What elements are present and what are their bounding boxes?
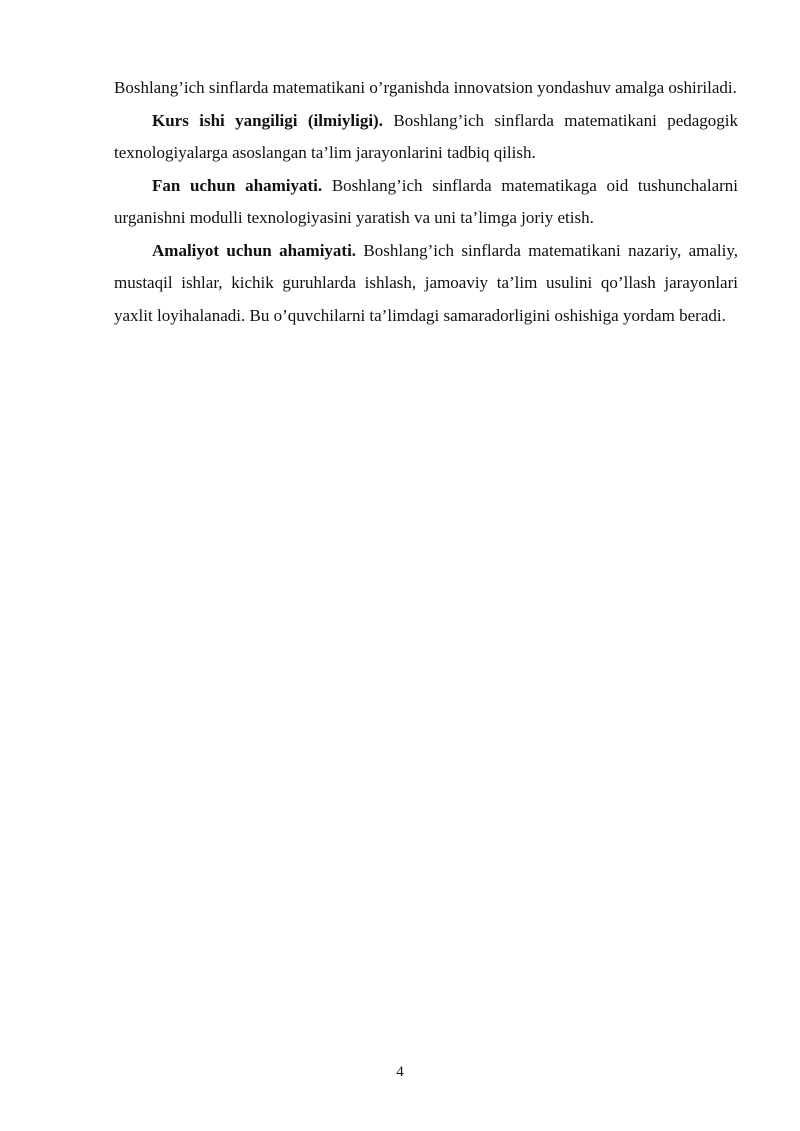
paragraph-novelty (114, 105, 738, 170)
practice-importance-heading: Amaliyot uchun ahamiyati. (152, 240, 357, 260)
novelty-text: Boshlang’ich sinflarda matematikani pedagogik texnologiyalarga asoslangan ta’lim jarayonlarini tadbiq qilish. (114, 110, 739, 162)
science-importance-text: Boshlang’ich sinflarda matematikaga oid tushunchalarni urganishni modulli texnologiyasini yaratish va uni ta’limga joriy etish. (114, 175, 738, 227)
paragraph-intro (114, 72, 738, 105)
paragraph-science-importance (114, 170, 738, 235)
document-body (114, 72, 738, 332)
page-number: 4 (396, 1064, 404, 1080)
paragraph-practice-importance (114, 235, 738, 333)
novelty-heading: Kurs ishi yangiligi (ilmiyligi). (152, 110, 383, 130)
paragraph-intro-text: Boshlang’ich sinflarda matematikani o’rganishda innovatsion yondashuv amalga oshiriladi. (114, 78, 737, 97)
science-importance-heading: Fan uchun ahamiyati. (152, 175, 323, 195)
practice-importance-text: Boshlang’ich sinflarda matematikani nazariy, amaliy, mustaqil ishlar, kichik guruhlarda ishlash, jamoaviy ta’lim usulini qo’llash jarayonlari yaxlit loyihalanadi. Bu o’quvchilarni ta’limdagi samaradorligini oshishiga yordam beradi. (114, 240, 738, 325)
